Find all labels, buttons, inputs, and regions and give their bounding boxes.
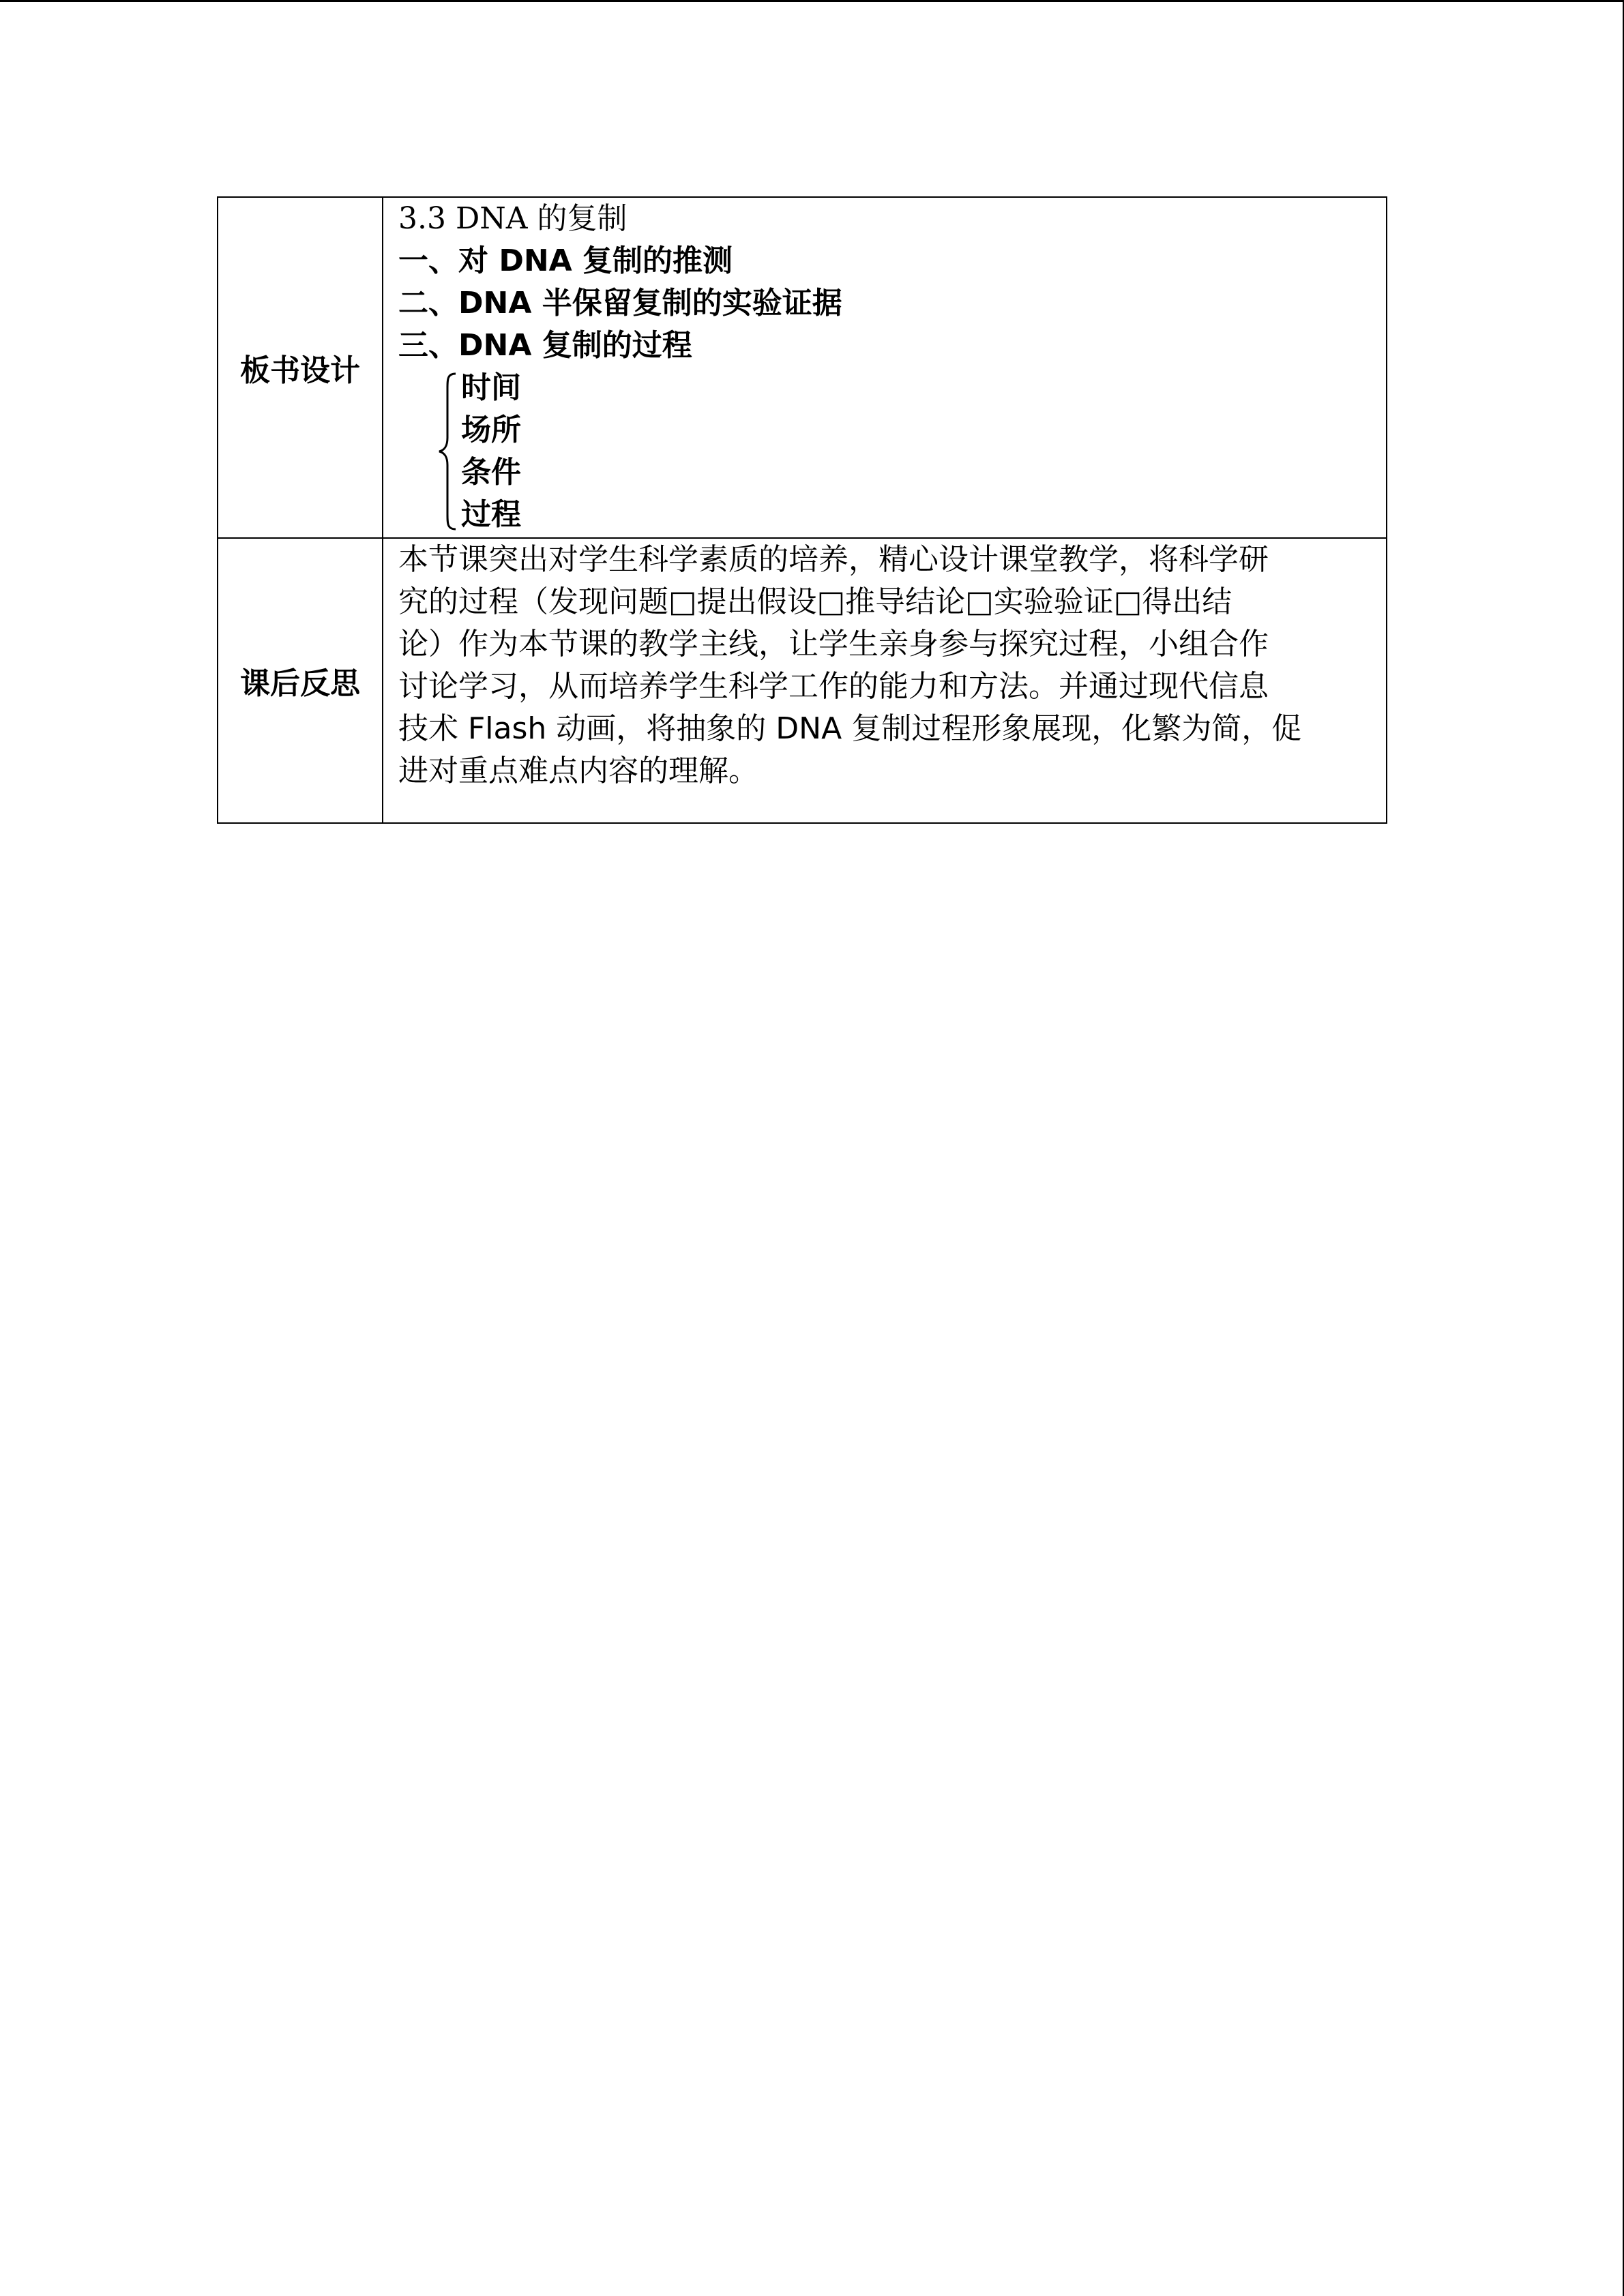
- board-design-content: [383, 197, 1387, 538]
- sub-point-time: 时间: [461, 370, 521, 405]
- process-sub-list: [438, 367, 1372, 536]
- reflection-line-6: 进对重点难点内容的理解。: [398, 754, 758, 788]
- page-top-border: [0, 0, 1624, 2]
- board-point-1: 一、对 DNA 复制的推测: [398, 243, 733, 278]
- flash-term: Flash: [468, 711, 547, 746]
- reflection-line-5: [398, 708, 1372, 750]
- reflection-label: 课后反思: [218, 538, 383, 823]
- reflection-row: [218, 538, 1387, 823]
- board-point-2: 二、DNA 半保留复制的实验证据: [398, 286, 842, 320]
- reflection-line-5-part-c: 复制过程形象展现，化繁为简，促: [842, 711, 1302, 746]
- curly-brace-icon: [438, 372, 458, 531]
- reflection-line-1: 本节课突出对学生科学素质的培养，精心设计课堂教学，将科学研: [398, 542, 1269, 577]
- board-point-3: 三、DNA 复制的过程: [398, 328, 692, 363]
- reflection-line-5-part-b: 动画，将抽象的: [546, 711, 776, 746]
- reflection-content: [383, 538, 1387, 823]
- sub-point-place: 场所: [461, 413, 521, 447]
- reflection-line-2: 究的过程（发现问题□提出假设□推导结论□实验验证□得出结: [398, 584, 1232, 619]
- lesson-table: [217, 196, 1387, 824]
- sub-point-conditions: 条件: [461, 455, 521, 490]
- reflection-line-4: 讨论学习，从而培养学生科学工作的能力和方法。并通过现代信息: [398, 669, 1269, 704]
- dna-term: DNA: [776, 711, 842, 746]
- board-design-row: [218, 197, 1387, 538]
- reflection-line-3: 论）作为本节课的教学主线，让学生亲身参与探究过程，小组合作: [398, 627, 1269, 661]
- board-design-label: 板书设计: [218, 197, 383, 538]
- sub-point-process: 过程: [461, 497, 521, 532]
- reflection-line-5-part-a: 技术: [398, 711, 468, 746]
- board-heading: 3.3 DNA 的复制: [398, 201, 628, 236]
